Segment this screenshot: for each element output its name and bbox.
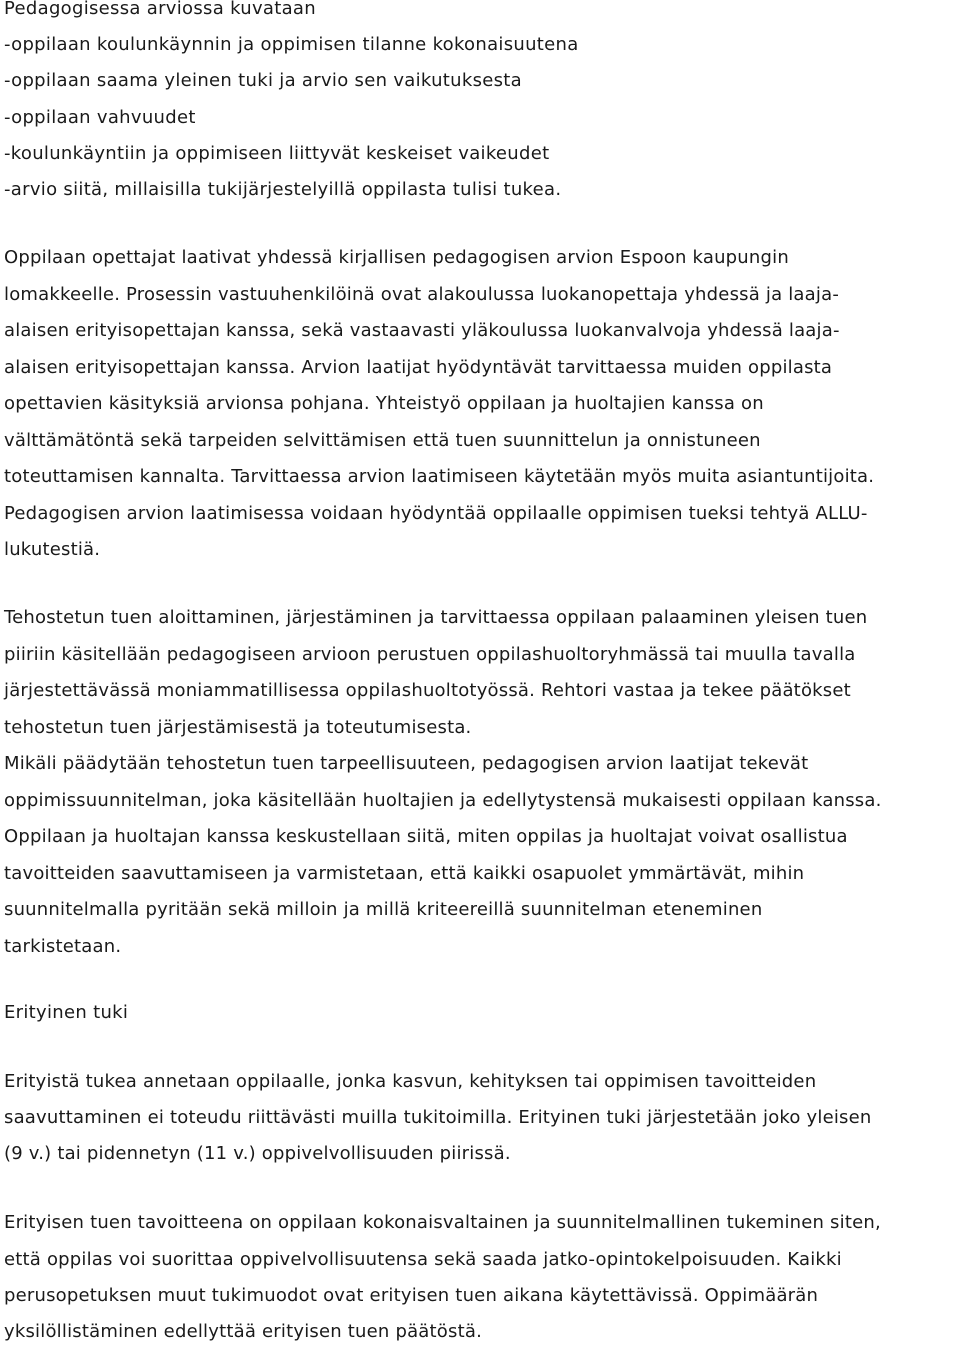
intro-item: -arvio siitä, millaisilla tukijärjestelyillä oppilasta tulisi tukea.: [4, 179, 562, 200]
paragraph-line: saavuttaminen ei toteudu riittävästi muilla tukitoimilla. Erityinen tuki järjestetään joko yleisen: [4, 1107, 872, 1128]
paragraph-line: lukutestiä.: [4, 539, 101, 560]
paragraph-line: Pedagogisen arvion laatimisessa voidaan hyödyntää oppilaalle oppimisen tueksi tehtyä ALLU-: [4, 503, 868, 524]
section-heading: Erityinen tuki: [4, 1002, 129, 1023]
intro-item: -oppilaan saama yleinen tuki ja arvio sen vaikutuksesta: [4, 70, 522, 91]
paragraph-line: suunnitelmalla pyritään sekä milloin ja millä kriteereillä suunnitelman eteneminen: [4, 899, 763, 920]
paragraph-line: (9 v.) tai pidennetyn (11 v.) oppivelvollisuuden piirissä.: [4, 1143, 511, 1164]
paragraph-line: Tehostetun tuen aloittaminen, järjestäminen ja tarvittaessa oppilaan palaaminen yleisen tuen: [4, 607, 868, 628]
paragraph-line: Erityistä tukea annetaan oppilaalle, jonka kasvun, kehityksen tai oppimisen tavoitteiden: [4, 1071, 817, 1092]
paragraph-line: välttämätöntä sekä tarpeiden selvittämisen että tuen suunnittelun ja onnistuneen: [4, 430, 761, 451]
paragraph-line: Oppilaan ja huoltajan kanssa keskustellaan siitä, miten oppilas ja huoltajat voivat osallistua: [4, 826, 848, 847]
paragraph-line: tavoitteiden saavuttamiseen ja varmistetaan, että kaikki osapuolet ymmärtävät, mihin: [4, 863, 805, 884]
intro-item: -oppilaan koulunkäynnin ja oppimisen tilanne kokonaisuutena: [4, 34, 579, 55]
paragraph-line: yksilöllistäminen edellyttää erityisen tuen päätöstä.: [4, 1321, 482, 1342]
intro-heading: Pedagogisessa arviossa kuvataan: [4, 0, 316, 19]
paragraph-line: Erityisen tuen tavoitteena on oppilaan kokonaisvaltainen ja suunnitelmallinen tukeminen siten,: [4, 1212, 881, 1233]
paragraph-line: tehostetun tuen järjestämisestä ja toteutumisesta.: [4, 717, 472, 738]
paragraph-line: lomakkeelle. Prosessin vastuuhenkilöinä ovat alakoulussa luokanopettaja yhdessä ja laaja-: [4, 284, 840, 305]
paragraph-line: alaisen erityisopettajan kanssa, sekä vastaavasti yläkoulussa luokanvalvoja yhdessä laaja-: [4, 320, 840, 341]
paragraph-line: järjestettävässä moniammatillisessa oppilashuoltotyössä. Rehtori vastaa ja tekee päätökset: [4, 680, 851, 701]
paragraph-line: alaisen erityisopettajan kanssa. Arvion laatijat hyödyntävät tarvittaessa muiden oppilasta: [4, 357, 833, 378]
paragraph-line: Mikäli päädytään tehostetun tuen tarpeellisuuteen, pedagogisen arvion laatijat tekevät: [4, 753, 809, 774]
paragraph-line: Oppilaan opettajat laativat yhdessä kirjallisen pedagogisen arvion Espoon kaupungin: [4, 247, 789, 268]
paragraph-line: toteuttamisen kannalta. Tarvittaessa arvion laatimiseen käytetään myös muita asiantuntijoita.: [4, 466, 875, 487]
intro-item: -koulunkäyntiin ja oppimiseen liittyvät keskeiset vaikeudet: [4, 143, 550, 164]
intro-item: -oppilaan vahvuudet: [4, 107, 196, 128]
paragraph-line: että oppilas voi suorittaa oppivelvollisuutensa sekä saada jatko-opintokelpoisuuden. Kaikki: [4, 1249, 842, 1270]
paragraph-line: perusopetuksen muut tukimuodot ovat erityisen tuen aikana käytettävissä. Oppimäärän: [4, 1285, 819, 1306]
paragraph-line: opettavien käsityksiä arvionsa pohjana. Yhteistyö oppilaan ja huoltajien kanssa on: [4, 393, 764, 414]
paragraph-line: tarkistetaan.: [4, 936, 122, 957]
paragraph-line: oppimissuunnitelman, joka käsitellään huoltajien ja edellytystensä mukaisesti oppilaan kanssa.: [4, 790, 882, 811]
paragraph-line: piiriin käsitellään pedagogiseen arvioon perustuen oppilashuoltoryhmässä tai muulla tavalla: [4, 644, 856, 665]
